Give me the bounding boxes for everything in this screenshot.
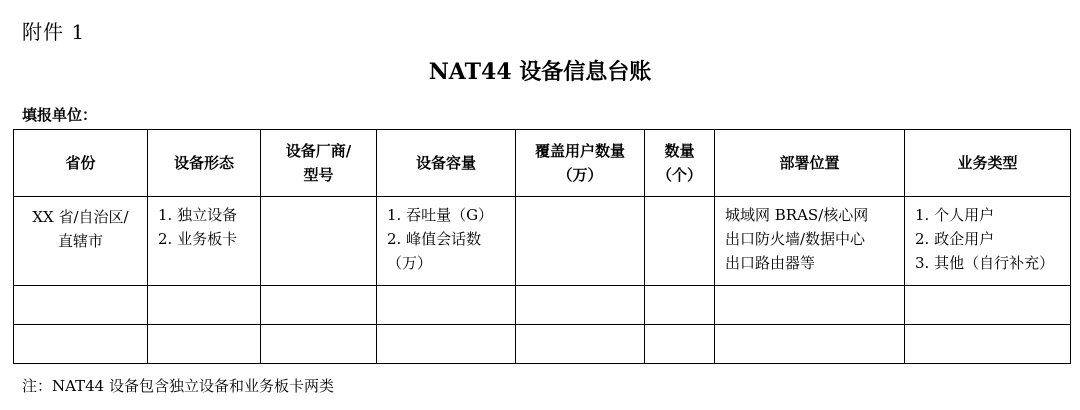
cell-device-form[interactable] — [148, 197, 261, 286]
header-quantity-text: 数量 （个） — [656, 142, 702, 184]
empty-cell[interactable] — [905, 286, 1071, 325]
list-item: 1. 独立设备 — [158, 206, 238, 224]
empty-cell[interactable] — [377, 286, 516, 325]
nat44-ledger-table — [13, 129, 1071, 364]
list-item: 2. 业务板卡 — [158, 230, 238, 248]
header-capacity — [377, 130, 516, 197]
header-capacity-text: 设备容量 — [415, 154, 476, 172]
header-location-text: 部署位置 — [779, 154, 840, 172]
cell-vendor-model[interactable] — [261, 197, 377, 286]
header-device-form — [148, 130, 261, 197]
empty-cell[interactable] — [261, 286, 377, 325]
cell-province-text: XX 省/自治区/ 直辖市 — [32, 208, 129, 250]
fill-unit-label: 填报单位： — [22, 106, 98, 124]
empty-cell[interactable] — [715, 325, 905, 364]
cell-service-type[interactable] — [905, 197, 1071, 286]
empty-cell[interactable] — [261, 325, 377, 364]
list-item: （万） — [387, 254, 433, 272]
empty-cell[interactable] — [645, 325, 715, 364]
list-item: 出口防火墙/数据中心 — [725, 230, 866, 248]
table-row-empty — [14, 286, 1071, 325]
attachment-label: 附件 1 — [22, 20, 86, 44]
header-province — [14, 130, 148, 197]
header-quantity — [645, 130, 715, 197]
header-service-type — [905, 130, 1071, 197]
header-vendor-model — [261, 130, 377, 197]
header-device-form-text: 设备形态 — [173, 154, 234, 172]
table-header-row — [14, 130, 1071, 197]
empty-cell[interactable] — [148, 325, 261, 364]
empty-cell[interactable] — [516, 325, 645, 364]
document-title: NAT44 设备信息台账 — [428, 59, 652, 85]
table-row — [14, 197, 1071, 286]
header-location — [715, 130, 905, 197]
table-row-empty — [14, 325, 1071, 364]
cell-province[interactable] — [14, 197, 148, 286]
cell-capacity[interactable] — [377, 197, 516, 286]
empty-cell[interactable] — [905, 325, 1071, 364]
list-item: 1. 个人用户 — [915, 206, 995, 224]
header-vendor-model-text: 设备厂商/ 型号 — [285, 142, 352, 184]
header-user-count-text: 覆盖用户数量 （万） — [534, 142, 625, 184]
list-item: 出口路由器等 — [725, 254, 816, 272]
list-item: 2. 峰值会话数 — [387, 230, 482, 248]
empty-cell[interactable] — [14, 286, 148, 325]
footnote: 注：NAT44 设备包含独立设备和业务板卡两类 — [22, 377, 334, 395]
empty-cell[interactable] — [715, 286, 905, 325]
empty-cell[interactable] — [377, 325, 516, 364]
list-item: 1. 吞吐量（G） — [387, 206, 494, 224]
cell-user-count[interactable] — [516, 197, 645, 286]
header-province-text: 省份 — [65, 154, 96, 172]
cell-location[interactable] — [715, 197, 905, 286]
list-item: 2. 政企用户 — [915, 230, 995, 248]
empty-cell[interactable] — [516, 286, 645, 325]
empty-cell[interactable] — [645, 286, 715, 325]
list-item: 城域网 BRAS/核心网 — [725, 206, 869, 224]
header-service-type-text: 业务类型 — [957, 154, 1018, 172]
cell-quantity[interactable] — [645, 197, 715, 286]
header-user-count — [516, 130, 645, 197]
list-item: 3. 其他（自行补充） — [915, 254, 1055, 272]
empty-cell[interactable] — [148, 286, 261, 325]
empty-cell[interactable] — [14, 325, 148, 364]
